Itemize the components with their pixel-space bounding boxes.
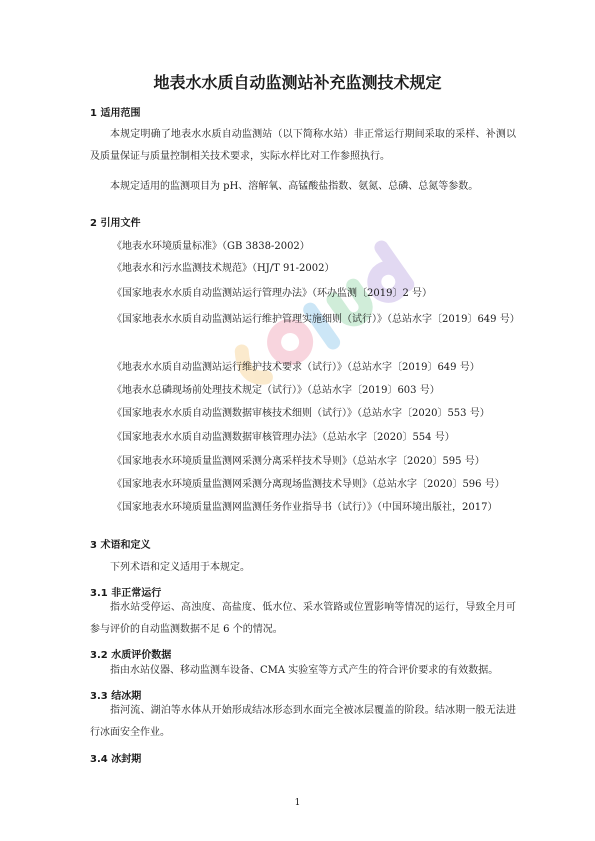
term-heading-freezing-period: 3.3 结冰期 <box>90 691 142 702</box>
reference-item: 《国家地表水环境质量监测网监测任务作业指导书（试行）》（中国环境出版社，2017） <box>112 502 498 513</box>
reference-item: 《国家地表水水质自动监测数据审核技术细则（试行）》（总站水字〔2020〕553 号） <box>112 408 490 419</box>
reference-item: 《国家地表水环境质量监测网采测分离采样技术导则》（总站水字〔2020〕595 号） <box>112 456 485 467</box>
document-title: 地表水水质自动监测站补充监测技术规定 <box>153 73 442 92</box>
paragraph-terms-intro: 下列术语和定义适用于本规定。 <box>110 562 250 573</box>
reference-item: 《国家地表水水质自动监测站运行管理办法》（环办监测〔2019〕2 号） <box>112 288 432 299</box>
reference-item: 《地表水环境质量标准》（GB 3838-2002） <box>112 241 310 252</box>
term-text-abnormal-operation: 指水站受停运、高浊度、高盐度、低水位、采水管路或位置影响等情况的运行，导致全月可参与评价的自动监测数据不足 6 个的情况。 <box>90 602 516 635</box>
section-heading-scope: 1 适用范围 <box>90 108 141 119</box>
section-heading-terms: 3 术语和定义 <box>90 540 151 551</box>
reference-item: 《国家地表水环境质量监测网采测分离现场监测技术导则》（总站水字〔2020〕596 号） <box>112 479 505 490</box>
term-heading-abnormal-operation: 3.1 非正常运行 <box>90 588 162 599</box>
reference-item: 《地表水总磷现场前处理技术规定（试行）》（总站水字〔2019〕603 号） <box>112 385 440 396</box>
term-text-freezing-period: 指河流、湖泊等水体从开始形成结冰形态到水面完全被冰层覆盖的阶段。结冰期一般无法进行冰面安全作业。 <box>90 705 516 738</box>
reference-item: 《地表水和污水监测技术规范》（HJ/T 91-2002） <box>112 263 335 274</box>
reference-item: 《地表水水质自动监测站运行维护技术要求（试行）》（总站水字〔2019〕649 号） <box>112 362 480 373</box>
page-number: 1 <box>294 798 301 808</box>
term-text-evaluation-data: 指由水站仪器、移动监测车设备、CMA 实验室等方式产生的符合评价要求的有效数据。 <box>110 665 499 676</box>
term-heading-evaluation-data: 3.2 水质评价数据 <box>90 650 172 661</box>
paragraph-scope-2: 本规定适用的监测项目为 pH、溶解氧、高锰酸盐指数、氨氮、总磷、总氮等参数。 <box>110 181 479 192</box>
term-heading-ice-covered-period: 3.4 冰封期 <box>90 754 142 765</box>
paragraph-scope-1: 本规定明确了地表水水质自动监测站（以下简称水站）非正常运行期间采取的采样、补测以及质量保证与质量控制相关技术要求，实际水样比对工作参照执行。 <box>90 129 516 162</box>
section-heading-references: 2 引用文件 <box>90 218 141 229</box>
reference-item: 《国家地表水水质自动监测站运行维护管理实施细则（试行）》（总站水字〔2019〕649 号） <box>112 314 520 325</box>
reference-item: 《国家地表水水质自动监测数据审核管理办法》（总站水字〔2020〕554 号） <box>112 432 455 443</box>
